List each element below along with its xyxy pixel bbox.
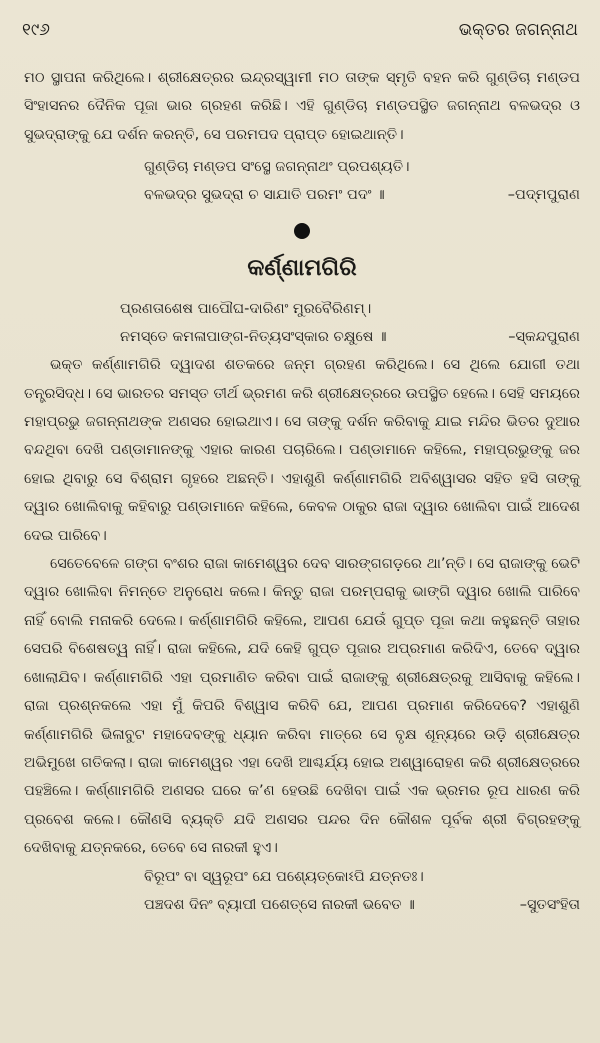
verse-line [144, 891, 580, 919]
section-divider-dot [294, 223, 310, 239]
intro-paragraph: ମଠ ସ୍ଥାପନା କରିଥିଲେ। ଶ୍ରୀକ୍ଷେତ୍ରର ଇନ୍ଦ୍ରସ୍ୱାମୀ ମଠ ତାଙ୍କ ସ୍ମୃତି ବହନ କରି ଗୁଣ୍ଡିଚା ମଣ୍ଡପ ସିଂହାସନର ଦୈନିକ ପୂଜା ଭାର ଗ୍ରହଣ କରିଛି। ଏହି ଗୁଣ୍ଡିଚା ମଣ୍ଡପସ୍ଥିତ ଜଗନ୍ନାଥ ବଳଭଦ୍ର ଓ ସୁଭଦ୍ରାଙ୍କୁ ଯେ ଦର୍ଶନ କରନ୍ତି, ସେ ପରମପଦ ପ୍ରାପ୍ତ ହୋଇଥାନ୍ତି। [24, 70, 580, 143]
page-header [22, 10, 578, 40]
verse-line-text: ପଞ୍ଚଦଶ ଦିନଂ ବ୍ୟାପୀ ପଶେତ୍ସେ ନାରକୀ ଭବେତ ॥ [144, 896, 415, 913]
section-title: କର୍ଣ୍ଣାମଗିରି [247, 255, 357, 282]
verse-line-text: ବଳଭଦ୍ର ସୁଭଦ୍ରା ଚ ସାଯାତି ପରମଂ ପଦଂ ॥ [144, 187, 385, 204]
verse-line: ବିରୂପଂ ବା ସ୍ୱରୂପଂ ଯେ ପଶ୍ୟେତ୍କୋଽପି ଯତ୍ନତଃ। [144, 868, 424, 885]
verse-line: ପ୍ରଣତାଶେଷ ପାପୌଘ-ଦାରିଣଂ ମୁରବୈରିଣମ୍। [120, 301, 372, 318]
page-number: ୧୯୬ [22, 20, 50, 40]
verse-line-text: ନମସ୍ତେ କମଳାପାଙ୍ଗ-ନିତ୍ୟସଂସ୍କାର ଚକ୍ଷୁଷେ ॥ [120, 329, 387, 346]
verse-line [120, 323, 580, 351]
verse-source: –ସୁତସଂହିତା [519, 896, 580, 913]
verse-padma-purana [24, 153, 580, 209]
body-paragraph: ଭକ୍ତ କର୍ଣ୍ଣାମଗିରି ଦ୍ୱାଦଶ ଶତକରେ ଜନ୍ମ ଗ୍ରହଣ କରିଥିଲେ। ସେ ଥିଲେ ଯୋଗୀ ତଥା ତନ୍ତ୍ରସିଦ୍ଧ। ସେ ଭାରତର ସମସ୍ତ ତୀର୍ଥ ଭ୍ରମଣ କରି ଶ୍ରୀକ୍ଷେତ୍ରରେ ଉପସ୍ଥିତ ହେଲେ। ସେହି ସମୟରେ ମହାପ୍ରଭୁ ଜଗନ୍ନାଥଙ୍କ ଅଣସର ହୋଇଥାଏ। ସେ ତାଙ୍କୁ ଦର୍ଶନ କରିବାକୁ ଯାଇ ମନ୍ଦିର ଭିତର ଦୁଆର ବନ୍ଦଥିବା ଦେଖି ପଣ୍ଡାମାନଙ୍କୁ ଏହାର କାରଣ ପଚାରିଲେ। ପଣ୍ଡାମାନେ କହିଲେ, ମହାପ୍ରଭୁଙ୍କୁ ଜର ହୋଇ ଥିବାରୁ ସେ ବିଶ୍ରାମ ଗୃହରେ ଅଛନ୍ତି। ଏହାଶୁଣି କର୍ଣ୍ଣାମଗିରି ଅବିଶ୍ୱାସର ସହିତ ହସି ତାଙ୍କୁ ଦ୍ୱାର ଖୋଲିବାକୁ କହିବାରୁ ପଣ୍ଡାମାନେ କହିଲେ, କେବଳ ଠାକୁର ରାଜା ଦ୍ୱାର ଖୋଲିବା ପାଇଁ ଆଦେଶ ଦେଇ ପାରିବେ। [24, 357, 580, 544]
verse-source: –ପଦ୍ମପୁରାଣ [507, 187, 580, 204]
running-head: ଭକ୍ତର ଜଗନ୍ନାଥ [458, 20, 578, 40]
page-body [24, 64, 580, 1029]
verse-line: ଗୁଣ୍ଡିଚା ମଣ୍ଡପ ସଂସ୍ଥେ ଜଗନ୍ନାଥଂ ପ୍ରପଶ୍ୟତି। [144, 159, 410, 176]
verse-skanda-purana [24, 295, 580, 351]
verse-source: –ସ୍କନ୍ଦପୁରାଣ [508, 329, 580, 346]
body-paragraph: ସେତେବେଳେ ଗଙ୍ଗ ବଂଶର ରାଜା କାମେଶ୍ୱର ଦେବ ସାରଙ୍ଗଗଡ଼ରେ ଥା’ନ୍ତି। ସେ ରାଜାଙ୍କୁ ଭେଟି ଦ୍ୱାର ଖୋଲିବା ନିମନ୍ତେ ଅନୁରୋଧ କଲେ। କିନ୍ତୁ ରାଜା ପରମ୍ପରାକୁ ଭାଙ୍ଗି ଦ୍ୱାର ଖୋଲି ପାରିବେ ନାହିଁ ବୋଲି ମନାକରି ଦେଲେ। କର୍ଣ୍ଣାମଗିରି କହିଲେ, ଆପଣ ଯେଉଁ ଗୁପ୍ତ ପୂଜା କଥା କହୁଛନ୍ତି ତାହାର ସେପରି ବିଶେଷତ୍ୱ ନାହିଁ। ରାଜା କହିଲେ, ଯଦି କେହି ଗୁପ୍ତ ପୂଜାର ଅପ୍ରମାଣ କରିଦିଏ, ତେବେ ଦ୍ୱାର ଖୋଲାଯିବ। କର୍ଣ୍ଣାମଗିରି ଏହା ପ୍ରମାଣିତ କରିବା ପାଇଁ ରାଜାଙ୍କୁ ଶ୍ରୀକ୍ଷେତ୍ରକୁ ଆସିବାକୁ କହିଲେ। ରାଜା ପ୍ରଶ୍ନକଲେ ଏହା ମୁଁ କିପରି ବିଶ୍ୱାସ କରିବି ଯେ, ଆପଣ ପ୍ରମାଣ କରିଦେବେ? ଏହାଶୁଣି କର୍ଣ୍ଣାମଗିରି ଭିଳାବୁଟ ମହାଦେବଙ୍କୁ ଧ୍ୟାନ କରିବା ମାତ୍ରେ ସେ ବୃକ୍ଷ ଶୂନ୍ୟରେ ଉଡ଼ି ଶ୍ରୀକ୍ଷେତ୍ର ଅଭିମୁଖେ ଗତିକଲା। ରାଜା କାମେଶ୍ୱର ଏହା ଦେଖି ଆଶ୍ଚର୍ଯ୍ୟ ହୋଇ ଅଶ୍ୱାରୋହଣ କରି ଶ୍ରୀକ୍ଷେତ୍ରରେ ପହଞ୍ଚିଲେ। କର୍ଣ୍ଣାମଗିରି ଅଣସର ଘରେ କ’ଣ ହେଉଛି ଦେଖିବା ପାଇଁ ଏକ ଭ୍ରମର ରୂପ ଧାରଣ କରି ପ୍ରବେଶ କଲେ। କୌଣସି ବ୍ୟକ୍ତି ଯଦି ଅଣସର ପନ୍ଦର ଦିନ କୌଶଳ ପୂର୍ବକ ଶ୍ରୀ ବିଗ୍ରହଙ୍କୁ ଦେଖିବାକୁ ଯତ୍ନକରେ, ତେବେ ସେ ନାରକୀ ହୁଏ। [24, 556, 580, 857]
verse-line [144, 181, 580, 209]
verse-suta-samhita [24, 863, 580, 919]
